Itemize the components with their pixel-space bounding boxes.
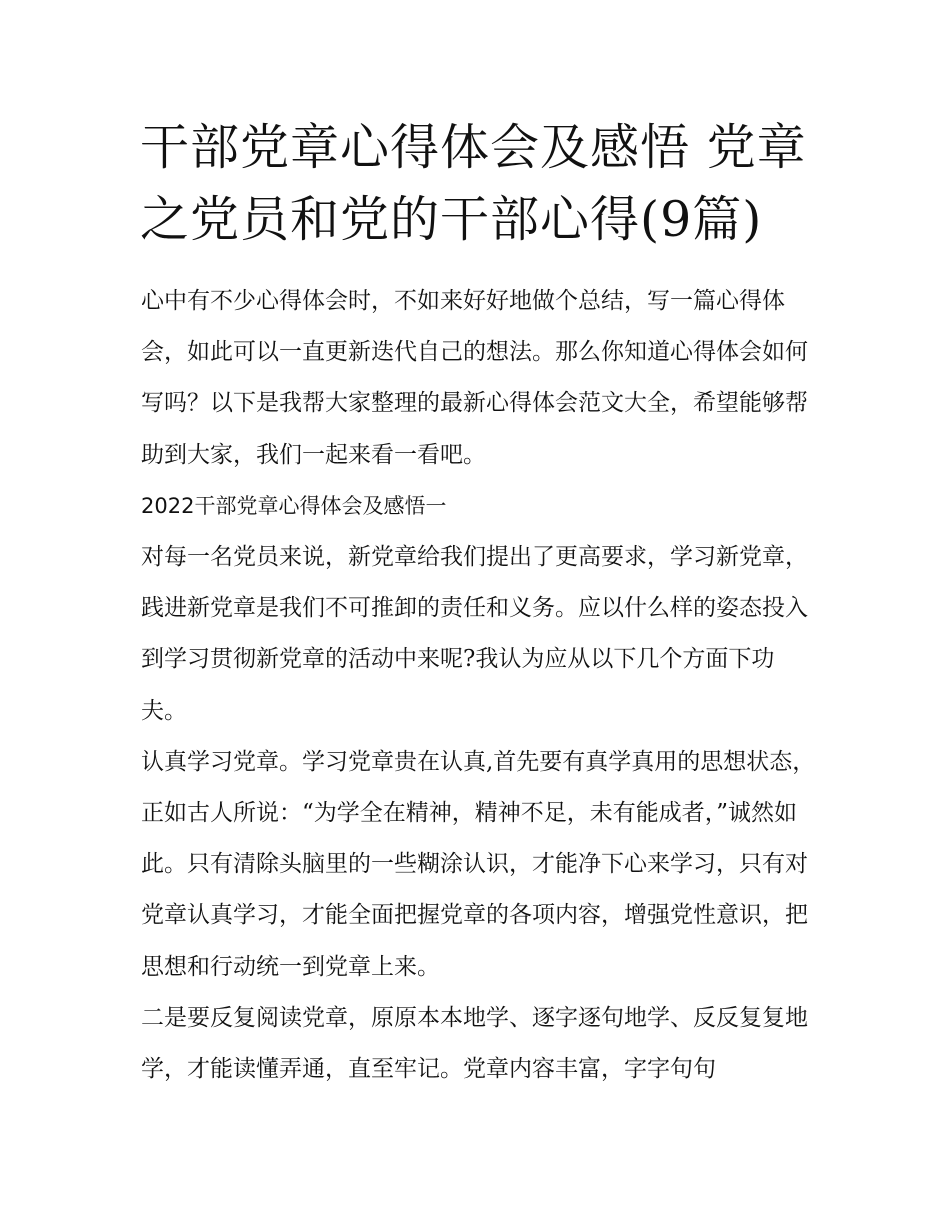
document-body: [141, 276, 817, 1095]
body-paragraph: 认真学习党章。学习党章贵在认真,首先要有真学真用的思想状态，正如古人所说：“为学全在精神，精神不足，未有能成者，”诚然如此。只有清除头脑里的一些糊涂认识，才能净下心来学习，只有对党章认真学习，才能全面把握党章的各项内容，增强党性意识，把思想和行动统一到党章上来。: [141, 748, 816, 980]
section-heading: 2022干部党章心得体会及感悟一: [141, 493, 447, 518]
body-paragraph: 二是要反复阅读党章，原原本本地学、逐字逐句地学、反反复复地学，才能读懂弄通，直至牢记。党章内容丰富，字字句句: [141, 1004, 808, 1083]
body-paragraph: 对每一名党员来说，新党章给我们提出了更高要求，学习新党章，践进新党章是我们不可推卸的责任和义务。应以什么样的姿态投入到学习贯彻新党章的活动中来呢?我认为应从以下几个方面下功夫。: [141, 544, 808, 724]
intro-paragraph: 心中有不少心得体会时，不如来好好地做个总结，写一篇心得体会，如此可以一直更新迭代自己的想法。那么你知道心得体会如何写吗？以下是我帮大家整理的最新心得体会范文大全，希望能够帮助到大家，我们一起来看一看吧。: [141, 288, 808, 468]
document-title: 干部党章心得体会及感悟 党章之党员和党的干部心得(9篇): [140, 119, 807, 248]
